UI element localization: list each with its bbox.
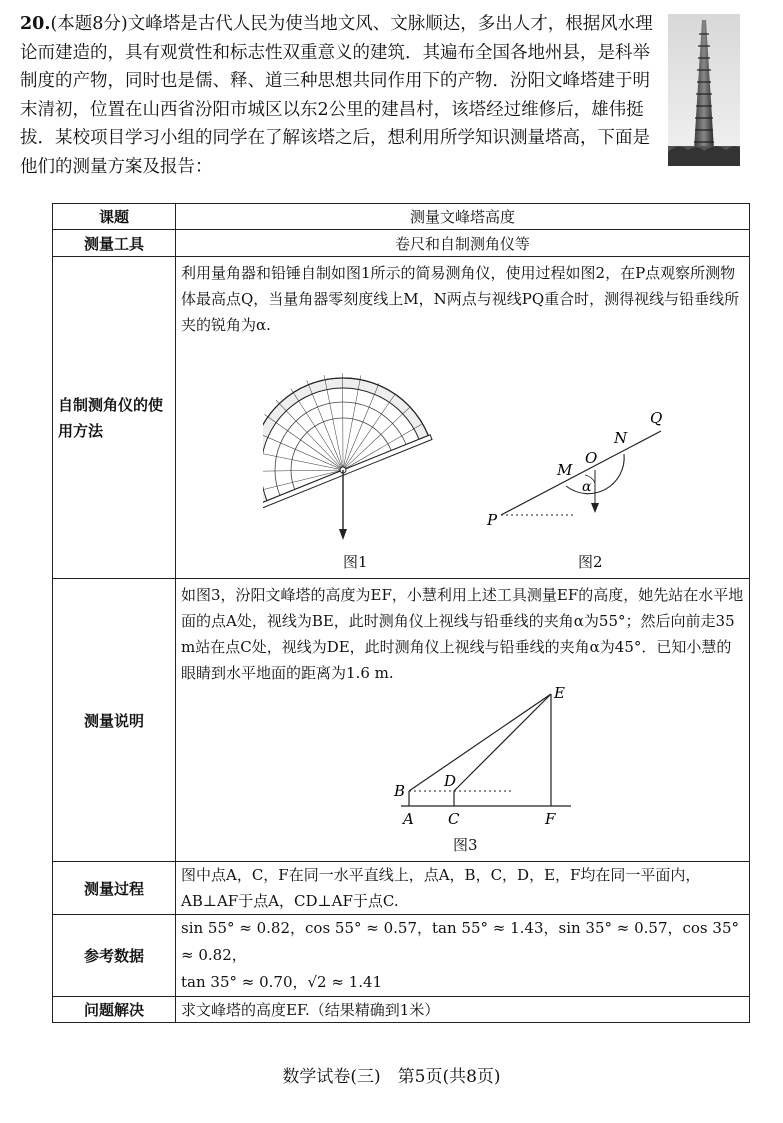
- tools-value: 卷尺和自制测角仪等: [176, 230, 750, 257]
- ref-line-1: sin 55° ≈ 0.82，cos 55° ≈ 0.57，tan 55° ≈ 1.43，sin 35° ≈ 0.57，cos 35° ≈ 0.82，: [181, 919, 739, 964]
- fig3-label-e: E: [554, 686, 565, 702]
- figure-3-diagram: [386, 686, 586, 836]
- fig2-label-o: O: [585, 449, 598, 467]
- ref-line-2: tan 35° ≈ 0.70，√2 ≈ 1.41: [181, 973, 383, 991]
- report-table: [52, 203, 750, 1023]
- topic-value: 测量文峰塔高度: [176, 204, 750, 230]
- fig2-caption: 图2: [578, 553, 603, 571]
- explain-cell: [176, 579, 750, 862]
- process-text: 图中点A，C，F在同一水平直线上，点A，B，C，D，E，F均在同一平面内，AB⊥AF于点A，CD⊥AF于点C.: [176, 862, 750, 915]
- fig1-caption: 图1: [343, 553, 368, 571]
- fig2-label-q: Q: [650, 409, 663, 427]
- problem-20: [20, 10, 655, 181]
- figure-3: [181, 686, 744, 861]
- process-label: 测量过程: [53, 862, 176, 915]
- figures-1-2: [181, 338, 744, 578]
- problem-number: 20.: [20, 14, 51, 34]
- problem-text: 文峰塔是古代人民为使当地文风、文脉顺达，多出人才，根据风水理论而建造的，具有观赏性和标志性双重意义的建筑．其遍布全国各地州县，是科举制度的产物，同时也是儒、释、道三种思想共同作用下的产物．汾阳文峰塔建于明末清初，位置在山西省汾阳市城区以东2公里的建昌村，该塔经过维修后，雄伟挺拔．某校项目学习小组的同学在了解该塔之后，想利用所学知识测量塔高，下面是他们的测量方案及报告：: [20, 14, 653, 177]
- page-footer: 数学试卷(三) 第5页(共8页): [282, 1067, 501, 1087]
- fig3-label-d: D: [444, 772, 457, 790]
- tower-photo: [668, 14, 740, 166]
- figure-1-protractor: [263, 335, 473, 545]
- fig3-label-f: F: [545, 810, 556, 828]
- fig3-label-a: A: [403, 810, 414, 828]
- fig2-label-m: M: [557, 461, 573, 479]
- ref-cell: [176, 915, 750, 997]
- solve-label: 问题解决: [53, 997, 176, 1023]
- topic-label: 课题: [53, 204, 176, 230]
- fig3-caption: 图3: [453, 836, 478, 854]
- figure-2-usage: [481, 393, 681, 533]
- method-text: 利用量角器和铅锤自制如图1所示的简易测角仪，使用过程如图2，在P点观察所测物体最高点Q，当量角器零刻度线上M，N两点与视线PQ重合时，测得视线与铅垂线所夹的锐角为α.: [181, 264, 740, 334]
- tools-label: 测量工具: [53, 230, 176, 257]
- explain-text: 如图3，汾阳文峰塔的高度为EF，小慧利用上述工具测量EF的高度，她先站在水平地面的点A处，视线为BE，此时测角仪上视线与铅垂线的夹角α为55°；然后向前走35 m站在点C处，视线为DE，此时测角仪上视线与铅垂线的夹角α为45°．已知小慧的眼睛到水平地面的距离为1.6 m.: [181, 586, 744, 682]
- solve-text: 求文峰塔的高度EF.（结果精确到1米）: [176, 997, 750, 1023]
- fig3-label-c: C: [448, 810, 460, 828]
- fig2-label-p: P: [487, 511, 498, 529]
- ref-label: 参考数据: [53, 915, 176, 997]
- problem-score: (本题8分): [50, 14, 128, 34]
- fig3-label-b: B: [394, 782, 406, 800]
- explain-label: 测量说明: [53, 579, 176, 862]
- method-label: 自制测角仪的使用方法: [53, 257, 176, 579]
- fig2-label-alpha: α: [582, 479, 592, 495]
- fig2-label-n: N: [614, 429, 628, 447]
- method-cell: [176, 257, 750, 579]
